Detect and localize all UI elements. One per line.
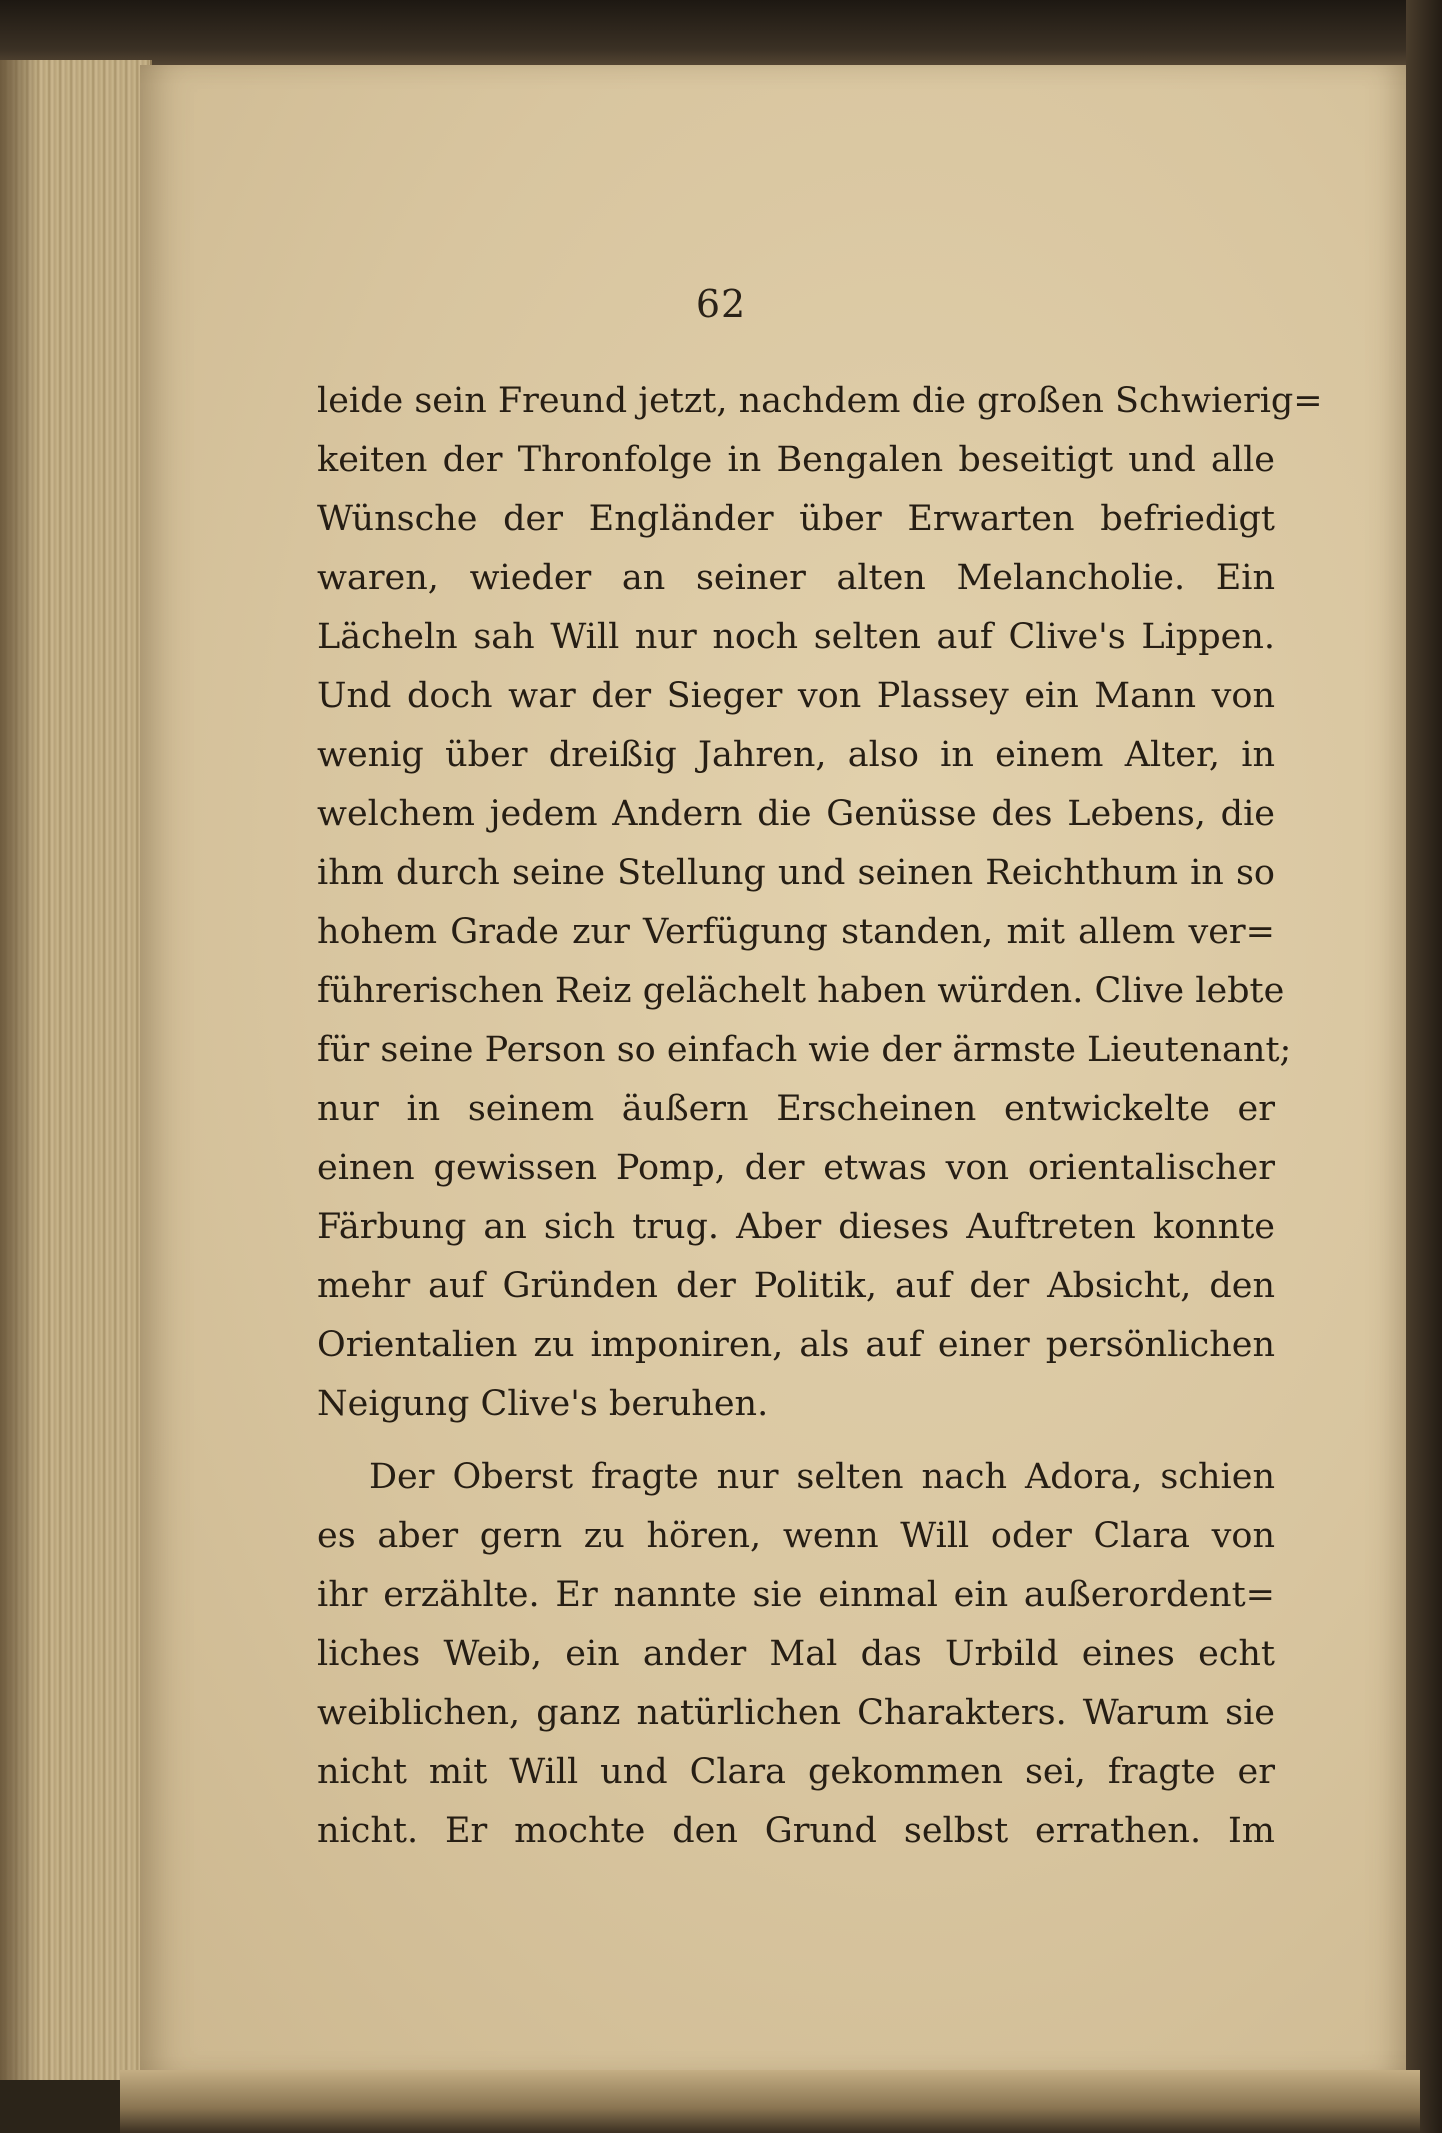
text-line: hohem Grade zur Verfügung standen, mit allem ver= — [317, 912, 1275, 952]
page-stack-shadow — [0, 60, 40, 2080]
text-line: weiblichen, ganz natürlichen Charakters. Warum sie — [317, 1693, 1275, 1733]
text-line: liches Weib, ein ander Mal das Urbild eines echt — [317, 1634, 1275, 1674]
text-line: Und doch war der Sieger von Plassey ein Mann von — [317, 676, 1275, 716]
paragraph-last-line: Neigung Clive's beruhen. — [317, 1384, 769, 1424]
text-line: Lächeln sah Will nur noch selten auf Clive's Lippen. — [317, 617, 1275, 657]
text-line: Orientalien zu imponiren, als auf einer persönlichen — [317, 1325, 1275, 1365]
body-text — [317, 372, 1323, 1861]
text-line: waren, wieder an seiner alten Melancholie. Ein — [317, 558, 1275, 598]
page-number: 62 — [695, 282, 747, 326]
text-line: ihr erzählte. Er nannte sie einmal ein außerordent= — [317, 1575, 1275, 1615]
paragraph-first-line: Der Oberst fragte nur selten nach Adora, schien — [369, 1457, 1275, 1497]
text-line: es aber gern zu hören, wenn Will oder Clara von — [317, 1516, 1275, 1556]
text-line: welchem jedem Andern die Genüsse des Lebens, die — [317, 794, 1275, 834]
text-line: nicht. Er mochte den Grund selbst errathen. Im — [317, 1811, 1275, 1851]
book-bottom-edge — [120, 2070, 1420, 2133]
text-line: ihm durch seine Stellung und seinen Reichthum in so — [317, 853, 1275, 893]
text-line: wenig über dreißig Jahren, also in einem Alter, in — [317, 735, 1275, 775]
text-line: mehr auf Gründen der Politik, auf der Absicht, den — [317, 1266, 1275, 1306]
text-line: leide sein Freund jetzt, nachdem die großen Schwierig= — [317, 381, 1323, 421]
text-line: für seine Person so einfach wie der ärmste Lieutenant; — [317, 1030, 1292, 1070]
text-line: Wünsche der Engländer über Erwarten befriedigt — [317, 499, 1275, 539]
text-line: Färbung an sich trug. Aber dieses Auftreten konnte — [317, 1207, 1275, 1247]
text-line: keiten der Thronfolge in Bengalen beseitigt und alle — [317, 440, 1275, 480]
book-cover-edge-top — [0, 0, 1442, 70]
text-line: nur in seinem äußern Erscheinen entwickelte er — [317, 1089, 1275, 1129]
text-line: nicht mit Will und Clara gekommen sei, fragte er — [317, 1752, 1275, 1792]
text-line: führerischen Reiz gelächelt haben würden. Clive lebte — [317, 971, 1285, 1011]
text-line: einen gewissen Pomp, der etwas von orientalischer — [317, 1148, 1275, 1188]
